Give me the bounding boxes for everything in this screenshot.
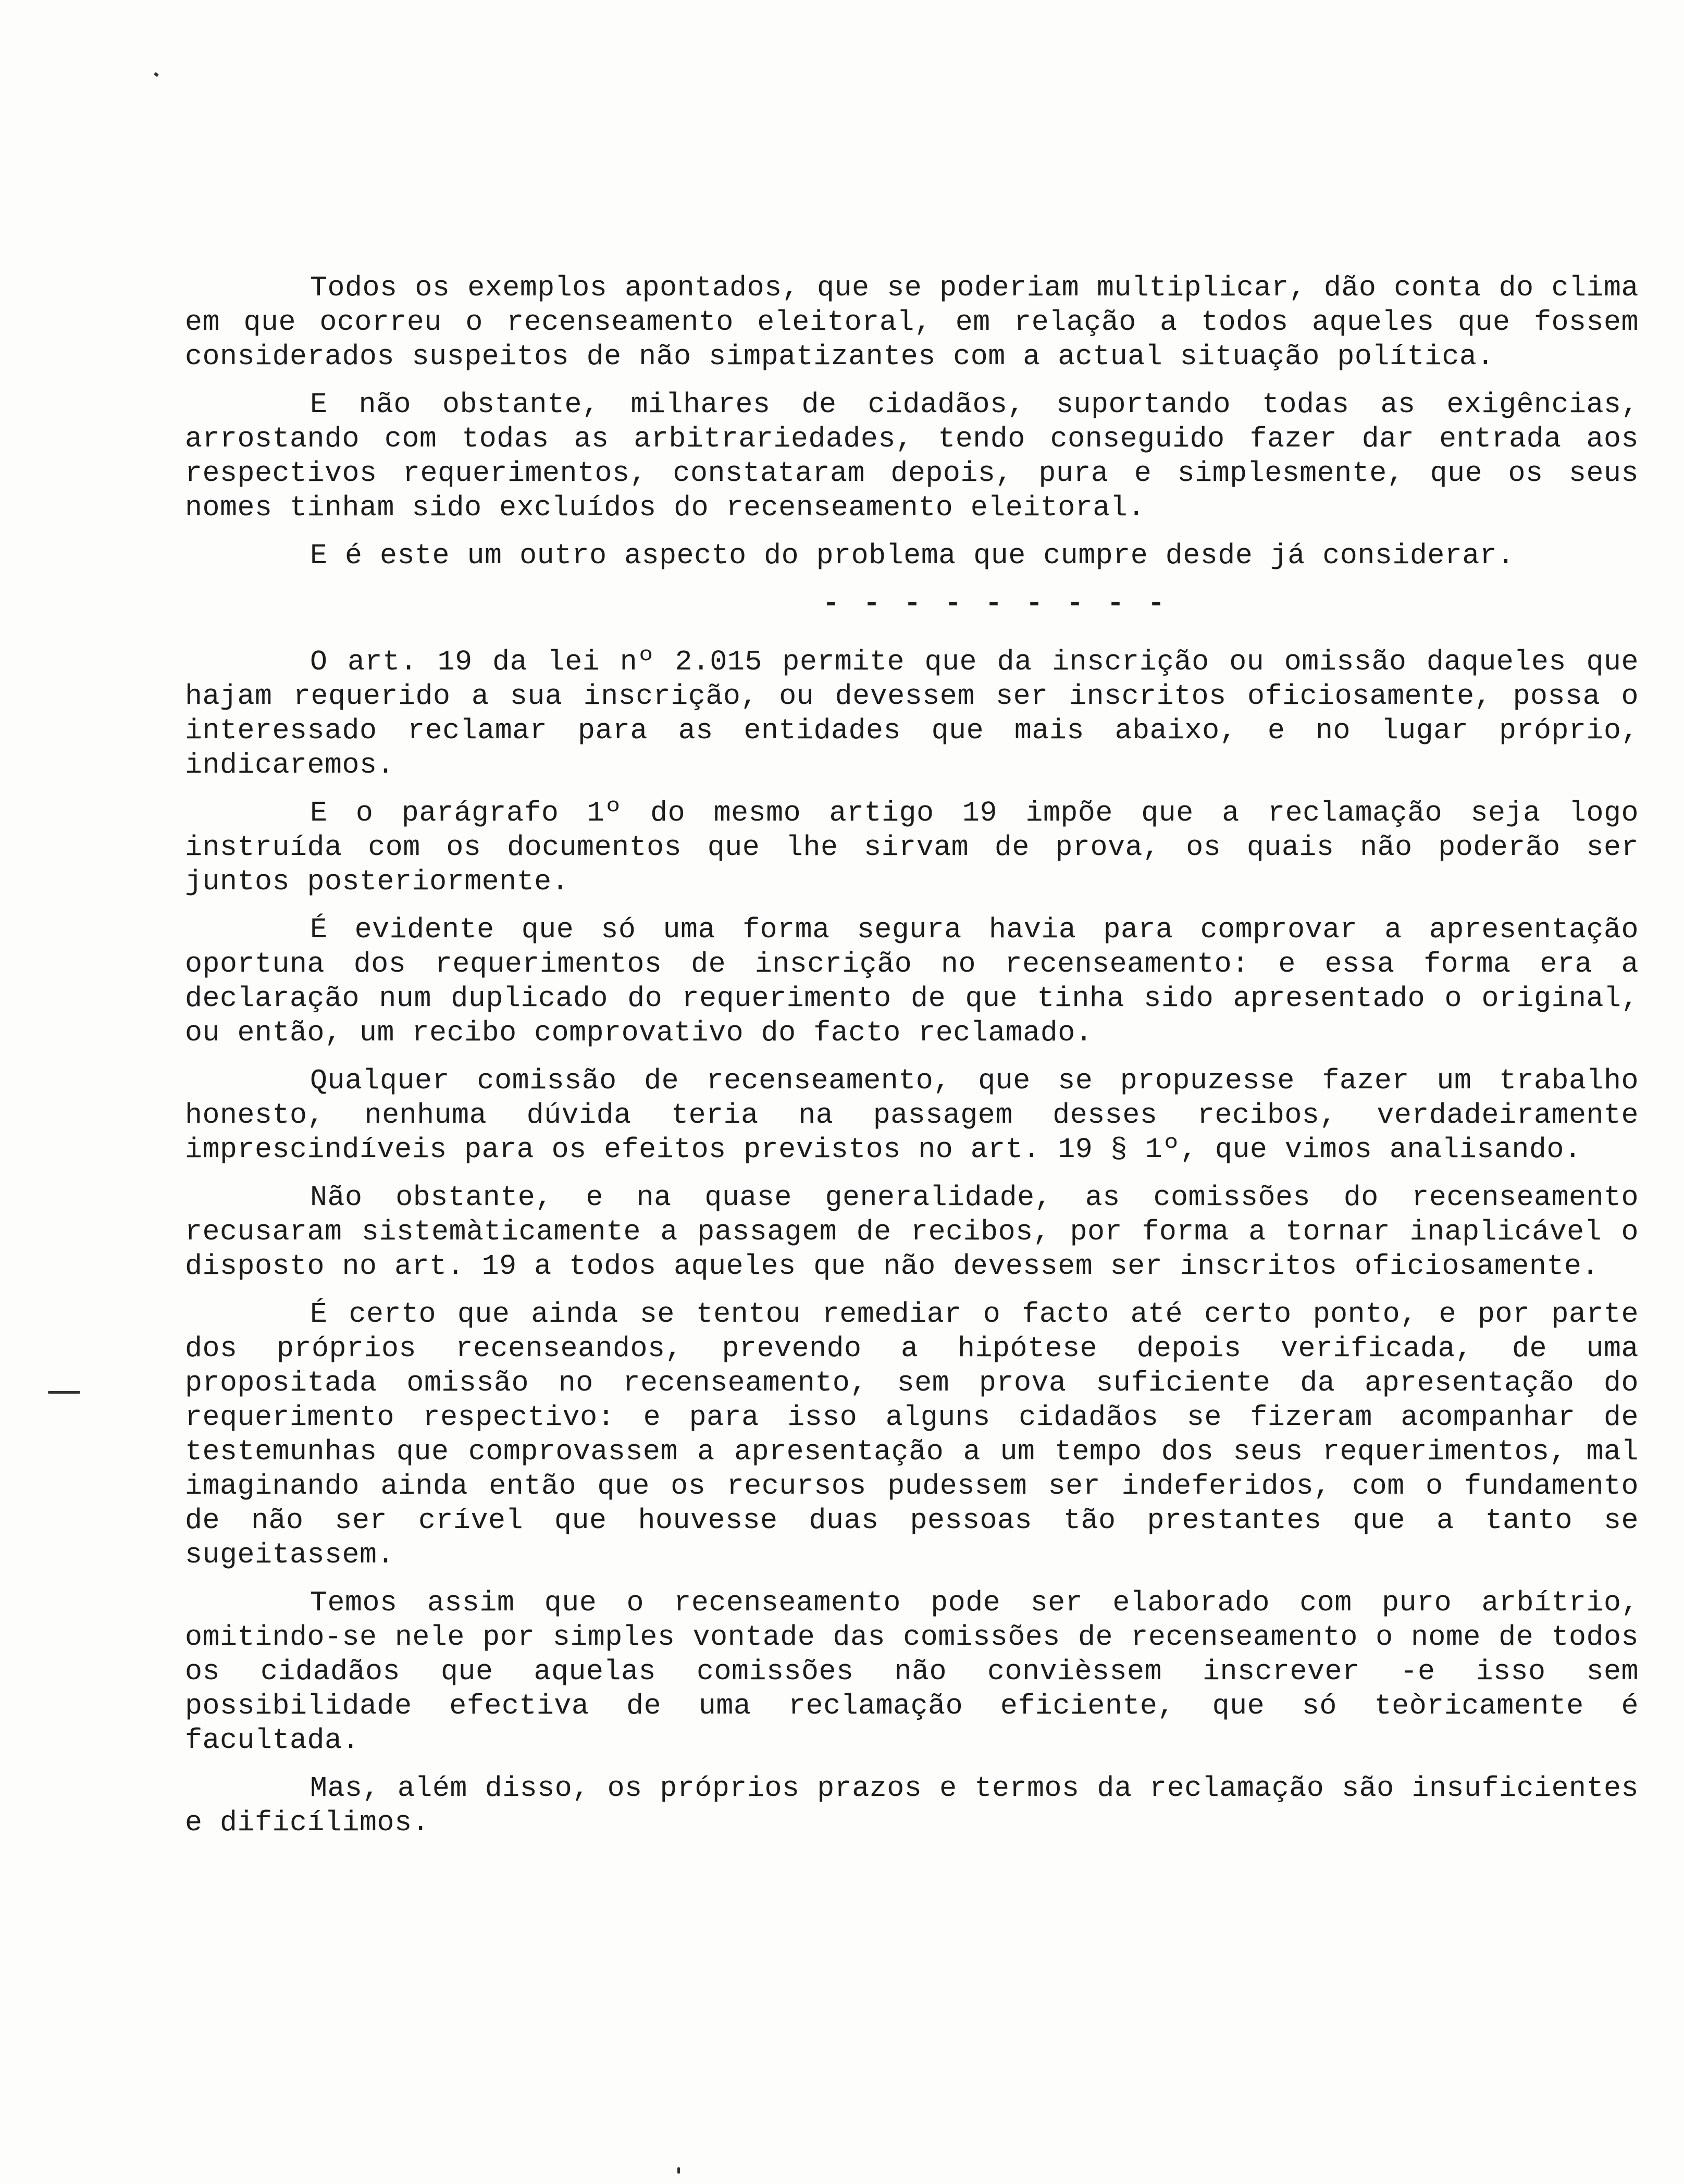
paragraph: Todos os exemplos apontados, que se poderiam multiplicar, dão conta do clima em que ocorreu o recenseamento eleitoral, em relação a todos aqueles que fossem considerados suspeitos de não simpatizantes com a actual situação política.	[185, 271, 1639, 373]
paragraph: Qualquer comissão de recenseamento, que se propuzesse fazer um trabalho honesto, nenhuma dúvida teria na passagem desses recibos, verdadeiramente imprescindíveis para os efeitos previstos no art. 19 § 1º, que vimos analisando.	[185, 1064, 1639, 1166]
paragraph: E o parágrafo 1º do mesmo artigo 19 impõe que a reclamação seja logo instruída com os documentos que lhe sirvam de prova, os quais não poderão ser juntos posteriormente.	[185, 797, 1639, 898]
paragraph: É evidente que só uma forma segura havia para comprovar a apresentação oportuna dos requerimentos de inscrição no recenseamento: e essa forma era a declaração num duplicado do requerimento de que tinha sido apresentado o original, ou então, um recibo comprovativo do facto reclamado.	[185, 913, 1639, 1049]
paragraph: É certo que ainda se tentou remediar o facto até certo ponto, e por parte dos próprios recenseandos, prevendo a hipótese depois verificada, de uma propositada omissão no recenseamento, sem prova suficiente da apresentação do requerimento respectivo: e para isso alguns cidadãos se fizeram acompanhar de testemunhas que comprovassem a apresentação a um tempo dos seus requerimentos, mal imaginando ainda então que os recursos pudessem ser indeferidos, com o fundamento de não ser crível que houvesse duas pessoas tão prestantes que a tanto se sugeitassem.	[185, 1298, 1639, 1571]
paragraph: O art. 19 da lei nº 2.015 permite que da inscrição ou omissão daqueles que hajam requerido a sua inscrição, ou devessem ser inscritos oficiosamente, possa o interessado reclamar para as entidades que mais abaixo, e no lugar próprio, indicaremos.	[185, 646, 1639, 781]
stray-mark	[677, 2167, 680, 2174]
paragraph: E é este um outro aspecto do problema que cumpre desde já considerar.	[310, 539, 1515, 572]
paragraph: Não obstante, e na quase generalidade, as comissões do recenseamento recusaram sistemàticamente a passagem de recibos, por forma a tornar inaplicável o disposto no art. 19 a todos aqueles que não devessem ser inscritos oficiosamente.	[185, 1181, 1639, 1283]
paragraph: Mas, além disso, os próprios prazos e termos da reclamação são insuficientes e dificílimos.	[185, 1772, 1639, 1839]
section-separator: - - - - - - - - -	[822, 587, 1168, 620]
paragraph: Temos assim que o recenseamento pode ser elaborado com puro arbítrio, omitindo-se nele por simples vontade das comissões de recenseamento o nome de todos os cidadãos que aquelas comissões não convièssem inscrever -e isso sem possibilidade efectiva de uma reclamação eficiente, que só teòricamente é facultada.	[185, 1586, 1639, 1757]
paragraph: E não obstante, milhares de cidadãos, suportando todas as exigências, arrostando com todas as arbitrariedades, tendo conseguido fazer dar entrada aos respectivos requerimentos, constataram depois, pura e simplesmente, que os seus nomes tinham sido excluídos do recenseamento eleitoral.	[185, 388, 1639, 524]
typed-text-body	[185, 271, 1639, 1854]
margin-dash	[48, 1391, 80, 1394]
stray-mark	[154, 72, 159, 77]
